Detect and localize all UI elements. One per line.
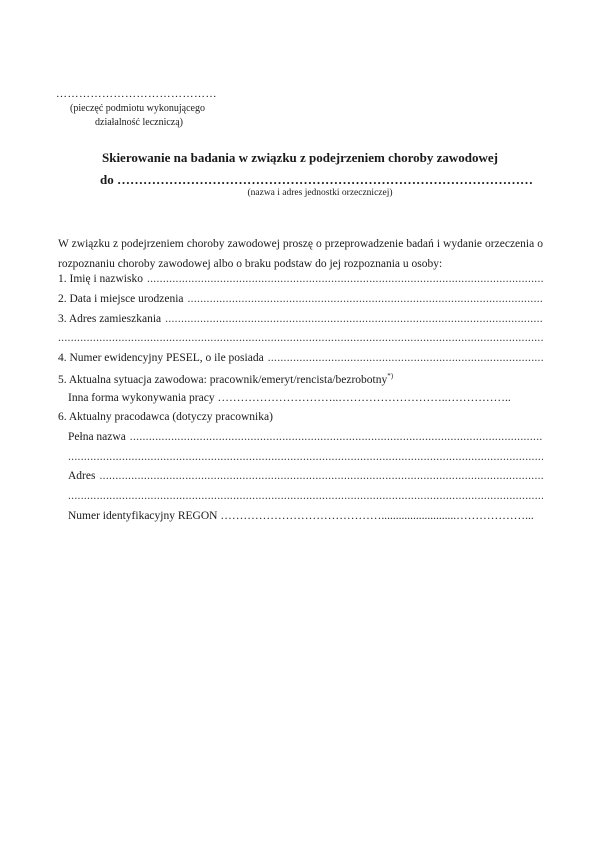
field-employer-address-continued-dots xyxy=(68,490,543,502)
field-birth-dots xyxy=(188,293,544,305)
field-pesel-label: 4. Numer ewidencyjny PESEL, o ile posiada xyxy=(58,352,264,364)
field-pesel-dots xyxy=(268,352,543,364)
field-employment-status-label: 5. Aktualna sytuacja zawodowa: pracownik/emeryt/rencista/bezrobotny xyxy=(58,373,388,386)
field-address-continued[interactable] xyxy=(58,332,543,344)
field-full-name-label: 1. Imię i nazwisko xyxy=(58,273,143,285)
stamp-placeholder-dots: …………………………………… xyxy=(56,88,217,100)
field-employer-name[interactable] xyxy=(68,431,543,443)
field-full-name-dots xyxy=(147,273,543,285)
recipient-line xyxy=(100,172,533,188)
field-pesel[interactable] xyxy=(58,352,543,364)
field-employment-status xyxy=(58,372,393,386)
field-full-name[interactable] xyxy=(58,273,543,285)
field-address[interactable] xyxy=(58,313,543,325)
field-other-work-form-dots: …………………………..………………………..…………….. xyxy=(217,392,511,404)
intro-paragraph: W związku z podejrzeniem choroby zawodowej proszę o przeprowadzenie badań i wydanie orzeczenia o rozpoznaniu choroby zawodowej albo o braku podstaw do jej rozpoznania u osoby: xyxy=(58,238,543,270)
field-address-continued-dots xyxy=(58,332,543,344)
field-employer-address[interactable] xyxy=(68,470,543,482)
field-regon-dots: ……………………………………..........................………………... xyxy=(220,510,534,522)
recipient-prefix: do xyxy=(100,172,114,187)
field-employer-name-continued[interactable] xyxy=(68,451,543,463)
field-employer-address-dots xyxy=(99,470,543,482)
field-other-work-form-label: Inna forma wykonywania pracy xyxy=(68,392,215,404)
stamp-caption-line1: (pieczęć podmiotu wykonującego xyxy=(70,103,205,114)
field-other-work-form[interactable] xyxy=(68,392,511,404)
field-employer-name-continued-dots xyxy=(68,451,543,463)
footnote-marker: *) xyxy=(387,372,394,380)
stamp-caption-line2: działalność leczniczą) xyxy=(95,117,183,128)
field-address-label: 3. Adres zamieszkania xyxy=(58,313,162,325)
field-regon[interactable] xyxy=(68,510,534,522)
field-employer-address-continued[interactable] xyxy=(68,490,543,502)
recipient-dots: …………………………………………………………………………………… xyxy=(116,172,533,187)
field-current-employer: 6. Aktualny pracodawca (dotyczy pracownika) xyxy=(58,411,273,423)
field-employer-name-dots xyxy=(130,431,543,443)
document-title: Skierowanie na badania w związku z podejrzeniem choroby zawodowej xyxy=(101,150,499,165)
field-employer-address-label: Adres xyxy=(68,470,96,482)
field-address-dots xyxy=(165,313,543,325)
field-birth-date-place[interactable] xyxy=(58,293,543,305)
recipient-caption: (nazwa i adres jednostki orzeczniczej) xyxy=(247,188,393,198)
field-regon-label: Numer identyfikacyjny REGON xyxy=(68,510,218,522)
field-employer-name-label: Pełna nazwa xyxy=(68,431,126,443)
field-birth-label: 2. Data i miejsce urodzenia xyxy=(58,293,184,305)
